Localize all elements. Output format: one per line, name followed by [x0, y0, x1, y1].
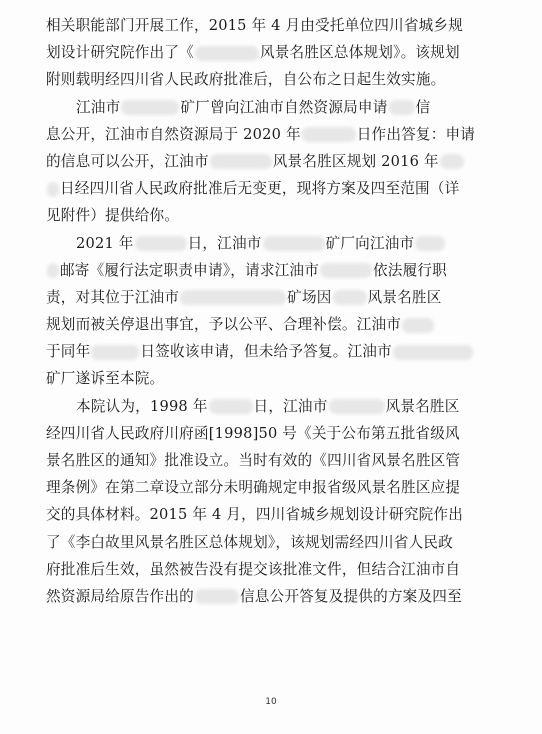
- text-line: [46, 311, 506, 338]
- redacted-text: [389, 100, 415, 115]
- text-line: [46, 257, 506, 284]
- text-line: [46, 230, 506, 257]
- text-segment: 信: [415, 98, 431, 116]
- text-segment: 矿场因: [287, 288, 332, 306]
- text-segment: 2021 年: [76, 234, 134, 252]
- text-segment: 相关职能部门开展工作，2015 年 4 月由受托单位四川省城乡规: [46, 17, 463, 34]
- redacted-text: [209, 399, 253, 414]
- text-segment: 风景名胜区规划 2016 年: [272, 152, 439, 170]
- redacted-text: [121, 100, 179, 115]
- redacted-text: [329, 399, 385, 414]
- redacted-text: [195, 589, 239, 604]
- text-line: [46, 284, 506, 311]
- redacted-text: [135, 236, 187, 251]
- redacted-text: [302, 127, 356, 142]
- text-line: [46, 365, 506, 392]
- redacted-text: [47, 182, 59, 197]
- text-segment: 景名胜区的通知》批准设立。当时有效的《四川省风景名胜区管: [46, 452, 461, 469]
- text-segment: 邮寄《履行法定职责申请》，请求江油市: [60, 261, 319, 279]
- text-line: [46, 94, 506, 121]
- text-line: [46, 501, 506, 528]
- text-line: [46, 202, 506, 229]
- text-segment: 然资源局给原告作出的: [46, 587, 194, 605]
- text-line: [46, 12, 506, 39]
- text-line: [46, 420, 506, 447]
- text-line: [46, 175, 506, 202]
- text-segment: 本院认为，1998 年: [76, 397, 208, 415]
- text-segment: 府批准后生效，虽然被告没有提交该批准文件，但结合江油市自: [46, 560, 461, 578]
- text-segment: 依法履行职: [373, 261, 447, 279]
- redacted-text: [47, 263, 59, 278]
- text-segment: 规划而被关停退出事宜，予以公平、合理补偿。江油市: [46, 316, 402, 334]
- text-segment: 矿厂向江油市: [325, 234, 415, 252]
- text-segment: 信息公开答复及提供的方案及四至: [239, 587, 462, 605]
- text-segment: 责，对其位于江油市: [46, 288, 180, 306]
- text-line: [46, 583, 506, 610]
- text-segment: 的信息可以公开，江油市: [46, 152, 209, 170]
- text-line: [46, 393, 506, 420]
- text-segment: 风景名胜区: [367, 288, 442, 306]
- redacted-text: [402, 318, 434, 333]
- redacted-text: [440, 154, 464, 169]
- text-line: [46, 529, 506, 556]
- text-segment: 风景名胜区: [385, 397, 460, 415]
- text-segment: 日签收该申请，但未给予答复。江油市: [140, 343, 392, 361]
- redacted-text: [91, 345, 139, 360]
- text-segment: 于同年: [46, 343, 91, 361]
- text-line: [46, 338, 506, 365]
- text-segment: 附则载明经四川省人民政府批准后，自公布之日起生效实施。: [46, 71, 446, 89]
- text-segment: 划设计研究院作出了《: [46, 44, 194, 62]
- redacted-text: [180, 290, 286, 305]
- text-segment: 日，江油市: [253, 397, 328, 415]
- text-segment: 了《李白故里风景名胜区总体规划》，该规划需经四川省人民政: [46, 533, 453, 551]
- text-line: [46, 121, 506, 148]
- text-segment: 江油市: [76, 98, 121, 116]
- text-segment: 理条例》在第二章设立部分未明确规定申报省级风景名胜区应提: [46, 479, 461, 497]
- text-segment: 矿厂遂诉至本院。: [46, 370, 165, 388]
- text-line: [46, 474, 506, 501]
- redacted-text: [195, 46, 259, 61]
- body-text: [46, 12, 506, 610]
- redacted-text: [210, 154, 272, 169]
- text-segment: 交的具体材料。2015 年 4 月，四川省城乡规划设计研究院作出: [46, 506, 463, 524]
- text-segment: 日，江油市: [187, 234, 262, 252]
- redacted-text: [263, 236, 325, 251]
- text-line: [46, 66, 506, 93]
- text-segment: 风景名胜区总体规划》。该规划: [259, 44, 460, 62]
- redacted-text: [393, 345, 473, 360]
- redacted-text: [320, 263, 372, 278]
- text-line: [46, 39, 506, 66]
- text-segment: 见附件）提供给你。: [46, 207, 180, 225]
- text-segment: 经四川省人民政府川府函[1998]50 号《关于公布第五批省级风: [46, 424, 460, 442]
- text-segment: 矿厂曾向江油市自然资源局申请: [180, 98, 388, 116]
- text-line: [46, 148, 506, 175]
- redacted-text: [333, 290, 367, 305]
- page-number: 10: [265, 697, 277, 707]
- redacted-text: [415, 236, 445, 251]
- text-segment: 息公开，江油市自然资源局于 2020 年: [46, 125, 301, 143]
- text-segment: 日经四川省人民政府批准后无变更，现将方案及四至范围（详: [60, 180, 460, 198]
- text-line: [46, 447, 506, 474]
- text-line: [46, 556, 506, 583]
- text-segment: 日作出答复：申请: [356, 125, 476, 143]
